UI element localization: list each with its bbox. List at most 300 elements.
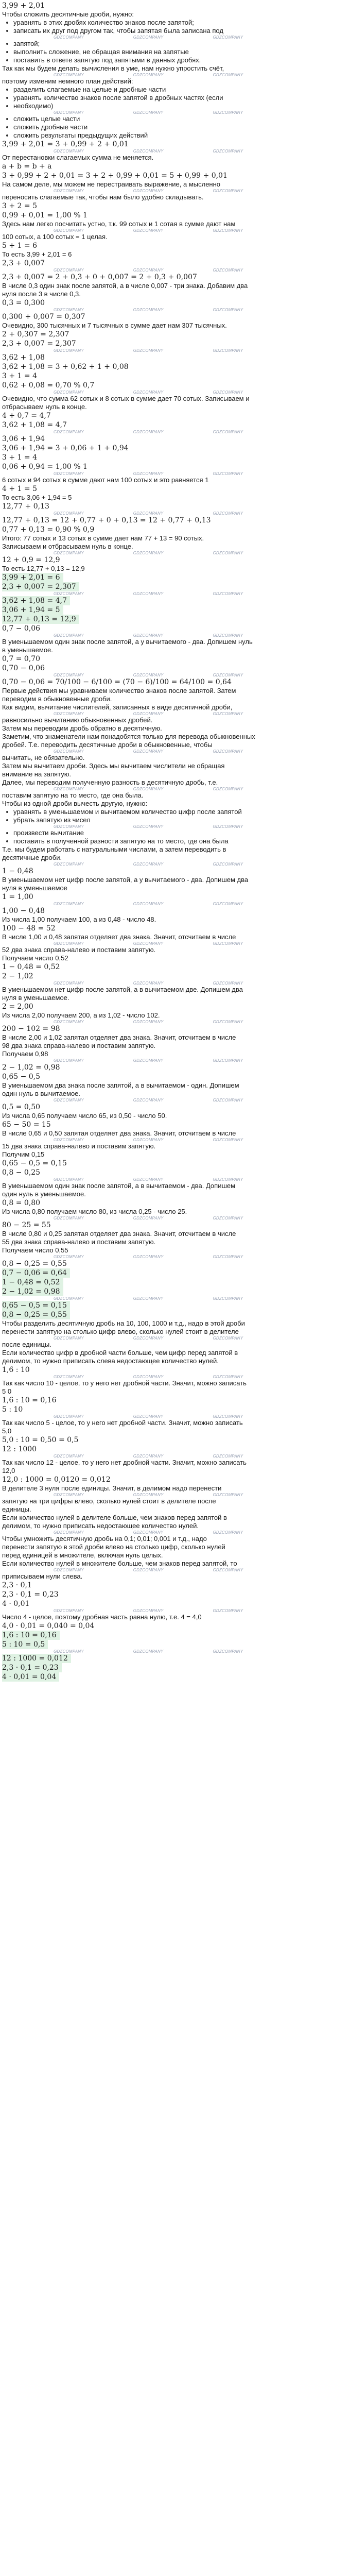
- watermark-text: GDZCOMPANY: [213, 941, 243, 946]
- answer-line: [2, 1631, 350, 1640]
- watermark-row: [2, 1058, 350, 1063]
- text-line: переводим в обыкновенные дроби.: [2, 695, 112, 703]
- text-line: Так как мы будем делать вычисления в уме, нам нужно упростить счёт,: [2, 64, 224, 72]
- text-line: поэтому изменим немного план действий:: [2, 77, 133, 85]
- watermark-row: [2, 471, 350, 476]
- text-line: нуля после 3 в числе 0,3.: [2, 290, 81, 298]
- text-line: Далее, мы переводим полученную разность в десятичную дробь, т.е.: [2, 778, 218, 786]
- answer-line: [2, 1278, 350, 1287]
- bullet-continuation: необходимо): [2, 102, 350, 110]
- bullet-item: поставить в ответе запятую под запятыми в данных дробях.: [2, 56, 350, 64]
- text-line: 55 два знака справа-налево и поставим запятую.: [2, 1238, 156, 1246]
- watermark-text: GDZCOMPANY: [133, 1493, 164, 1497]
- watermark-text: GDZCOMPANY: [213, 228, 243, 233]
- math-line: 3,06 + 1,94 = 3 + 0,06 + 1 + 0,94: [2, 444, 129, 452]
- watermark-text: GDZCOMPANY: [213, 824, 243, 829]
- text-line: Затем мы вычитаем дроби. Здесь мы вычитаем числители не обращая: [2, 762, 225, 770]
- answer-highlight: 0,65 − 0,5 = 0,15: [2, 1301, 70, 1310]
- watermark-text: GDZCOMPANY: [133, 1375, 164, 1379]
- watermark-text: GDZCOMPANY: [54, 591, 84, 596]
- watermark-text: GDZCOMPANY: [133, 1020, 164, 1024]
- text-line: То есть 3,99 + 2,01 = 6: [2, 250, 72, 258]
- watermark-text: GDZCOMPANY: [213, 591, 243, 596]
- watermark-row: [2, 73, 350, 77]
- bullet-item: сложить результаты предыдущих действий: [2, 131, 350, 140]
- math-line: 3 + 1 = 4: [2, 453, 37, 462]
- watermark-row: [2, 1454, 350, 1459]
- watermark-text: GDZCOMPANY: [133, 749, 164, 754]
- answer-highlight: 3,62 + 1,08 = 4,7: [2, 596, 70, 605]
- watermark-text: GDZCOMPANY: [133, 787, 164, 791]
- watermark-text: GDZCOMPANY: [213, 471, 243, 476]
- math-line: 0,70 − 0,06 = 70/100 − 6/100 = (70 − 6)/100 = 64/100 = 0,64: [2, 678, 232, 686]
- text-line: Чтобы сложить десятичные дроби, нужно:: [2, 10, 134, 18]
- math-line: 1 − 0,48: [2, 867, 33, 875]
- watermark-text: GDZCOMPANY: [133, 1530, 164, 1535]
- watermark-text: GDZCOMPANY: [213, 711, 243, 716]
- watermark-text: GDZCOMPANY: [213, 1216, 243, 1221]
- watermark-row: [2, 390, 350, 395]
- text-line: Получаем число 0,55: [2, 1246, 68, 1254]
- watermark-row: [2, 1375, 350, 1379]
- watermark-text: GDZCOMPANY: [54, 1493, 84, 1497]
- bullet-item: выполнить сложение, не обращая внимания на запятые: [2, 48, 350, 56]
- math-line: 2,3 · 0,1 = 0,23: [2, 1590, 59, 1599]
- answer-highlight: 5 : 10 = 0,5: [2, 1640, 48, 1649]
- text-line: Записываем и отбрасываем нуль в конце.: [2, 543, 133, 550]
- watermark-text: GDZCOMPANY: [54, 73, 84, 77]
- watermark-text: GDZCOMPANY: [213, 268, 243, 273]
- math-line: 1 = 1,00: [2, 893, 33, 901]
- text-line: Так как число 12 - целое, то у него нет дробной части. Значит, можно записать: [2, 1459, 247, 1466]
- math-line: 100 − 48 = 52: [2, 924, 56, 933]
- watermark-text: GDZCOMPANY: [54, 862, 84, 867]
- watermark-text: GDZCOMPANY: [54, 1098, 84, 1103]
- watermark-text: GDZCOMPANY: [133, 902, 164, 906]
- watermark-text: GDZCOMPANY: [54, 1608, 84, 1613]
- watermark-text: GDZCOMPANY: [54, 308, 84, 312]
- math-line: 3 + 2 = 5: [2, 202, 37, 210]
- text-line: 5,0: [2, 1427, 12, 1435]
- bullet-continuation: запятой;: [2, 40, 350, 48]
- answer-line: [2, 1268, 350, 1278]
- math-line: 0,65 − 0,5 = 0,15: [2, 1159, 67, 1167]
- watermark-text: GDZCOMPANY: [133, 824, 164, 829]
- text-line: нуля в уменьшаемое: [2, 884, 67, 892]
- answer-line: [2, 1654, 350, 1663]
- watermark-text: GDZCOMPANY: [54, 1216, 84, 1221]
- math-line: 1,6 : 10: [2, 1366, 30, 1374]
- watermark-row: [2, 1414, 350, 1419]
- text-line: В числе 0,3 один знак после запятой, а в числе 0,007 - три знака. Добавим два: [2, 282, 248, 290]
- text-line: Из числа 0,65 получаем число 65, из 0,50 - число 50.: [2, 1112, 167, 1120]
- watermark-row: [2, 551, 350, 555]
- text-line: Итого: 77 сотых и 13 сотых в сумме дает нам 77 + 13 = 90 сотых.: [2, 534, 204, 542]
- text-line: делимом, то нужно приписать слева недостающее количество нулей.: [2, 1357, 219, 1365]
- math-line: 0,8 = 0,80: [2, 1199, 41, 1207]
- text-line: В числе 1,00 и 0,48 запятая отделяет два знака. Значит, отсчитаем в числе: [2, 933, 236, 941]
- text-line: поставим запятую на то место, где она была.: [2, 791, 144, 799]
- watermark-row: [2, 1608, 350, 1613]
- math-line: 2,3 · 0,1: [2, 1581, 32, 1589]
- math-line: 12 : 1000: [2, 1445, 37, 1453]
- watermark-text: GDZCOMPANY: [54, 430, 84, 434]
- math-line: 3,99 + 2,01 = 3 + 0,99 + 2 + 0,01: [2, 140, 129, 148]
- text-line: 98 два знака справа-налево и поставим запятую.: [2, 1042, 156, 1049]
- watermark-text: GDZCOMPANY: [133, 390, 164, 395]
- text-line: Т.е. мы будем работать с натуральными числами, а затем переводить в: [2, 845, 226, 853]
- watermark-text: GDZCOMPANY: [54, 390, 84, 395]
- watermark-text: GDZCOMPANY: [213, 1177, 243, 1182]
- watermark-row: [2, 711, 350, 716]
- bullet-item: поставить в полученной разности запятую на то место, где она была: [2, 837, 350, 845]
- bullet-item: произвести вычитание: [2, 829, 350, 837]
- watermark-text: GDZCOMPANY: [213, 1414, 243, 1419]
- math-line: 2 − 1,02: [2, 972, 33, 980]
- watermark-row: [2, 35, 350, 40]
- watermark-row: [2, 591, 350, 596]
- text-line: Так как число 5 - целое, то у него нет дробной части. Значит, можно записать: [2, 1419, 243, 1427]
- watermark-text: GDZCOMPANY: [54, 1138, 84, 1142]
- answer-line: [2, 582, 350, 591]
- text-line: Очевидно, 300 тысячных и 7 тысячных в сумме дает нам 307 тысячных.: [2, 321, 227, 329]
- watermark-text: GDZCOMPANY: [54, 711, 84, 716]
- watermark-text: GDZCOMPANY: [133, 1454, 164, 1459]
- watermark-text: GDZCOMPANY: [133, 941, 164, 946]
- math-line: 4,0 · 0,01 = 0,040 = 0,04: [2, 1622, 95, 1630]
- text-line: Заметим, что знаменатели нам понадобятся только для перевода обыкновенных: [2, 733, 255, 740]
- text-line: То есть 3,06 + 1,94 = 5: [2, 494, 72, 501]
- watermark-row: [2, 1530, 350, 1535]
- text-line: перенести запятую в этой дроби влево на столько цифр, сколько нулей: [2, 1543, 225, 1551]
- watermark-row: [2, 862, 350, 867]
- math-line: 0,62 + 0,08 = 0,70 % 0,7: [2, 381, 95, 389]
- bullet-item: уравнять в уменьшаемом и вычитаемом количество цифр после запятой: [2, 808, 350, 816]
- answer-line: [2, 1672, 350, 1682]
- watermark-text: GDZCOMPANY: [54, 348, 84, 353]
- text-line: Получаем число 0,52: [2, 954, 68, 962]
- text-line: равносильно вычитанию обыкновенных дробей.: [2, 716, 153, 724]
- watermark-text: GDZCOMPANY: [133, 348, 164, 353]
- answer-highlight: 4 · 0,01 = 0,04: [2, 1672, 59, 1682]
- math-line: 3 + 0,99 + 2 + 0,01 = 3 + 2 + 0,99 + 0,01 = 5 + 0,99 + 0,01: [2, 172, 227, 180]
- watermark-row: [2, 749, 350, 754]
- watermark-text: GDZCOMPANY: [213, 1058, 243, 1063]
- math-line: 3,99 + 2,01: [2, 2, 45, 10]
- watermark-text: GDZCOMPANY: [133, 673, 164, 677]
- watermark-text: GDZCOMPANY: [54, 268, 84, 273]
- watermark-text: GDZCOMPANY: [54, 1530, 84, 1535]
- watermark-text: GDZCOMPANY: [54, 633, 84, 638]
- answer-highlight: 0,8 − 0,25 = 0,55: [2, 1310, 70, 1319]
- text-line: Затем мы переводим дробь обратно в десятичную.: [2, 724, 162, 732]
- watermark-text: GDZCOMPANY: [213, 787, 243, 791]
- watermark-text: GDZCOMPANY: [54, 749, 84, 754]
- watermark-text: GDZCOMPANY: [133, 228, 164, 233]
- watermark-text: GDZCOMPANY: [213, 1375, 243, 1379]
- answer-line: [2, 615, 350, 624]
- text-line: 15 два знака справа-налево и поставим запятую.: [2, 1142, 156, 1150]
- text-line: делимом, то нужно приписать недостающее количество нулей.: [2, 1522, 199, 1530]
- watermark-text: GDZCOMPANY: [213, 149, 243, 154]
- watermark-text: GDZCOMPANY: [133, 430, 164, 434]
- watermark-text: GDZCOMPANY: [213, 1138, 243, 1142]
- watermark-text: GDZCOMPANY: [54, 110, 84, 115]
- math-line: 0,99 + 0,01 = 1,00 % 1: [2, 211, 87, 219]
- answer-highlight: 1,6 : 10 = 0,16: [2, 1631, 60, 1640]
- watermark-text: GDZCOMPANY: [213, 1493, 243, 1497]
- answer-highlight: 2 − 1,02 = 0,98: [2, 1287, 63, 1296]
- text-line: 52 два знака справа-налево и поставим запятую.: [2, 946, 156, 954]
- watermark-text: GDZCOMPANY: [54, 981, 84, 986]
- watermark-text: GDZCOMPANY: [54, 1177, 84, 1182]
- math-line: 12,0 : 1000 = 0,0120 = 0,012: [2, 1476, 111, 1484]
- watermark-row: [2, 149, 350, 154]
- text-line: Из числа 1,00 получаем 100, а из 0,48 - число 48.: [2, 916, 156, 923]
- watermark-text: GDZCOMPANY: [213, 673, 243, 677]
- math-line: 0,7 − 0,06: [2, 624, 41, 633]
- watermark-text: GDZCOMPANY: [54, 673, 84, 677]
- watermark-text: GDZCOMPANY: [54, 228, 84, 233]
- watermark-text: GDZCOMPANY: [133, 1216, 164, 1221]
- watermark-text: GDZCOMPANY: [133, 471, 164, 476]
- answer-line: [2, 1640, 350, 1649]
- watermark-text: GDZCOMPANY: [54, 1020, 84, 1024]
- text-line: 100 сотых, а 100 сотых = 1 целая.: [2, 233, 108, 241]
- watermark-text: GDZCOMPANY: [133, 110, 164, 115]
- text-line: один нуль в вычитаемое.: [2, 1090, 81, 1097]
- watermark-text: GDZCOMPANY: [133, 73, 164, 77]
- watermark-text: GDZCOMPANY: [133, 981, 164, 986]
- answer-highlight: 1 − 0,48 = 0,52: [2, 1278, 63, 1287]
- text-line: приписываем нули слева.: [2, 1572, 83, 1580]
- math-line: 0,8 − 0,25 = 0,55: [2, 1260, 67, 1268]
- math-line: 12 + 0,9 = 12,9: [2, 556, 60, 564]
- answer-highlight: 2,3 · 0,1 = 0,23: [2, 1663, 62, 1672]
- text-line: В числе 2,00 и 1,02 запятая отделяет два знака. Значит, отсчитаем в числе: [2, 1033, 236, 1041]
- watermark-text: GDZCOMPANY: [133, 551, 164, 555]
- watermark-text: GDZCOMPANY: [133, 1414, 164, 1419]
- text-line: Если количество нулей в множителе больше, чем знаков перед запятой, то: [2, 1560, 237, 1567]
- watermark-text: GDZCOMPANY: [213, 551, 243, 555]
- watermark-text: GDZCOMPANY: [213, 189, 243, 193]
- answer-highlight: 2,3 + 0,007 = 2,307: [2, 582, 79, 591]
- answer-highlight: 3,06 + 1,94 = 5: [2, 605, 63, 615]
- watermark-row: [2, 1336, 350, 1341]
- watermark-row: [2, 824, 350, 829]
- watermark-text: GDZCOMPANY: [133, 1058, 164, 1063]
- math-line: 12,77 + 0,13: [2, 502, 49, 511]
- watermark-row: [2, 673, 350, 677]
- watermark-text: GDZCOMPANY: [213, 430, 243, 434]
- watermark-text: GDZCOMPANY: [213, 1255, 243, 1259]
- text-line: десятичные дроби.: [2, 854, 62, 861]
- math-line: 65 − 50 = 15: [2, 1121, 51, 1129]
- text-line: 6 сотых и 94 сотых в сумме дают нам 100 сотых и это равняется 1: [2, 476, 209, 484]
- math-line: 1 − 0,48 = 0,52: [2, 963, 60, 971]
- watermark-row: [2, 1649, 350, 1654]
- watermark-row: [2, 268, 350, 273]
- bullet-item: записать их друг под другом так, чтобы запятая была записана под: [2, 27, 350, 35]
- bullet-item: сложить целые части: [2, 115, 350, 123]
- math-line: 2,3 + 0,007: [2, 259, 45, 267]
- math-line: 4 · 0,01: [2, 1600, 30, 1608]
- text-line: На самом деле, мы можем не перестраивать выражение, а мысленно: [2, 180, 221, 188]
- watermark-row: [2, 787, 350, 791]
- watermark-text: GDZCOMPANY: [213, 749, 243, 754]
- text-line: Первые действия мы уравниваем количество знаков после запятой. Затем: [2, 687, 236, 694]
- math-line: 0,7 = 0,70: [2, 655, 41, 663]
- math-line: 5 + 1 = 6: [2, 242, 37, 250]
- text-line: переносить слагаемые так, чтобы нам было удобно складывать.: [2, 193, 204, 201]
- watermark-text: GDZCOMPANY: [213, 348, 243, 353]
- watermark-text: GDZCOMPANY: [133, 189, 164, 193]
- math-line: 2 + 0,307 = 2,307: [2, 330, 69, 338]
- watermark-text: GDZCOMPANY: [133, 1255, 164, 1259]
- watermark-text: GDZCOMPANY: [54, 1454, 84, 1459]
- text-line: перенести запятую на столько цифр влево, сколько нулей стоит в делителе: [2, 1328, 239, 1335]
- text-line: вычитать, не обязательно.: [2, 754, 85, 761]
- math-line: 0,300 + 0,007 = 0,307: [2, 313, 85, 321]
- watermark-text: GDZCOMPANY: [213, 1608, 243, 1613]
- answer-line: [2, 1663, 350, 1672]
- bullet-item: сложить дробные части: [2, 123, 350, 131]
- math-line: 80 − 25 = 55: [2, 1221, 51, 1229]
- math-line: 0,8 − 0,25: [2, 1168, 41, 1177]
- math-line: 200 − 102 = 98: [2, 1025, 60, 1033]
- watermark-row: [2, 308, 350, 312]
- watermark-text: GDZCOMPANY: [54, 1296, 84, 1301]
- watermark-text: GDZCOMPANY: [54, 1414, 84, 1419]
- math-line: a + b = b + a: [2, 162, 52, 171]
- watermark-text: GDZCOMPANY: [213, 511, 243, 516]
- watermark-text: GDZCOMPANY: [213, 390, 243, 395]
- text-line: Число 4 - целое, поэтому дробная часть равна нулю, т.е. 4 = 4,0: [2, 1613, 202, 1621]
- text-line: Получаем 0,98: [2, 1050, 48, 1058]
- text-line: Из числа 0,80 получаем число 80, из числа 0,25 - число 25.: [2, 1208, 187, 1215]
- watermark-text: GDZCOMPANY: [213, 1098, 243, 1103]
- watermark-text: GDZCOMPANY: [54, 1568, 84, 1572]
- watermark-text: GDZCOMPANY: [213, 1020, 243, 1024]
- watermark-text: GDZCOMPANY: [133, 149, 164, 154]
- watermark-row: [2, 1138, 350, 1142]
- watermark-text: GDZCOMPANY: [213, 633, 243, 638]
- watermark-row: [2, 1020, 350, 1024]
- watermark-row: [2, 1255, 350, 1259]
- watermark-row: [2, 1493, 350, 1497]
- watermark-text: GDZCOMPANY: [133, 1649, 164, 1654]
- watermark-text: GDZCOMPANY: [54, 1375, 84, 1379]
- text-line: Из числа 2,00 получаем 200, а из 1,02 - число 102.: [2, 1011, 160, 1019]
- watermark-text: GDZCOMPANY: [54, 551, 84, 555]
- watermark-text: GDZCOMPANY: [213, 1454, 243, 1459]
- math-line: 2 − 1,02 = 0,98: [2, 1063, 60, 1072]
- watermark-text: GDZCOMPANY: [133, 711, 164, 716]
- math-line: 0,3 = 0,300: [2, 299, 45, 307]
- watermark-text: GDZCOMPANY: [54, 824, 84, 829]
- watermark-text: GDZCOMPANY: [133, 308, 164, 312]
- text-line: Так как число 10 - целое, то у него нет дробной части. Значит, можно записать: [2, 1379, 247, 1387]
- watermark-text: GDZCOMPANY: [133, 511, 164, 516]
- text-line: Очевидно, что сумма 62 сотых и 8 сотых в сумме дает 70 сотых. Записываем и: [2, 395, 250, 402]
- answer-line: [2, 1287, 350, 1296]
- math-line: 3 + 1 = 4: [2, 372, 37, 380]
- math-line: 4 + 0,7 = 4,7: [2, 412, 51, 420]
- watermark-row: [2, 189, 350, 193]
- watermark-text: GDZCOMPANY: [213, 862, 243, 867]
- text-line: В уменьшаемом один знак после запятой, а у вычитаемого - два. Допишем нуль: [2, 638, 253, 646]
- bullet-item: разделить слагаемые на целые и дробные части: [2, 86, 350, 94]
- math-line: 3,62 + 1,08 = 4,7: [2, 421, 67, 429]
- text-line: 12,0: [2, 1467, 15, 1475]
- text-line: В уменьшаемом нет цифр после запятой, а у вычитаемого - два. Допишем два: [2, 876, 249, 884]
- watermark-text: GDZCOMPANY: [133, 1177, 164, 1182]
- watermark-text: GDZCOMPANY: [213, 110, 243, 115]
- watermark-text: GDZCOMPANY: [213, 1296, 243, 1301]
- watermark-row: [2, 1296, 350, 1301]
- answer-line: [2, 596, 350, 605]
- text-line: один нуль в уменьшаемое.: [2, 1190, 86, 1198]
- text-line: внимание на запятую.: [2, 770, 72, 778]
- text-line: перед единицей в множителе, включая нуль целых.: [2, 1551, 163, 1559]
- text-line: В числе 0,80 и 0,25 запятая отделяет два знака. Значит, отсчитаем в числе: [2, 1230, 236, 1238]
- text-line: дробей. Т.е. переводить десятичные дроби в обыкновенные, чтобы: [2, 741, 213, 749]
- watermark-text: GDZCOMPANY: [133, 1608, 164, 1613]
- text-line: В числе 0,65 и 0,50 запятая отделяет два знака. Значит, отсчитаем в числе: [2, 1129, 236, 1137]
- math-line: 3,62 + 1,08 = 3 + 0,62 + 1 + 0,08: [2, 363, 129, 371]
- watermark-text: GDZCOMPANY: [54, 149, 84, 154]
- bullet-item: убрать запятую из чисел: [2, 816, 350, 824]
- text-line: Здесь нам легко посчитать устно, т.к. 99 сотых и 1 сотая в сумме дают нам: [2, 220, 236, 228]
- watermark-row: [2, 1177, 350, 1182]
- math-line: 0,65 − 0,5: [2, 1073, 41, 1081]
- math-line: 0,5 = 0,50: [2, 1103, 41, 1111]
- text-line: От перестановки слагаемых сумма не меняется.: [2, 154, 154, 161]
- watermark-text: GDZCOMPANY: [133, 35, 164, 40]
- text-line: Если количество цифр в дробной части больше, чем цифр перед запятой в: [2, 1349, 238, 1357]
- watermark-text: GDZCOMPANY: [54, 902, 84, 906]
- watermark-text: GDZCOMPANY: [133, 1568, 164, 1572]
- answer-highlight: 12,77 + 0,13 = 12,9: [2, 615, 79, 624]
- watermark-row: [2, 1098, 350, 1103]
- watermark-text: GDZCOMPANY: [213, 308, 243, 312]
- watermark-text: GDZCOMPANY: [54, 189, 84, 193]
- watermark-row: [2, 1216, 350, 1221]
- text-line: отбрасываем нуль в конце.: [2, 403, 87, 411]
- text-line: нуля в уменьшаемое.: [2, 994, 69, 1002]
- math-line: 1,6 : 10 = 0,16: [2, 1396, 57, 1404]
- watermark-text: GDZCOMPANY: [133, 1138, 164, 1142]
- math-line: 5,0 : 10 = 0,50 = 0,5: [2, 1436, 79, 1444]
- math-line: 0,70 − 0,06: [2, 664, 45, 672]
- text-line: То есть 12,77 + 0,13 = 12,9: [2, 565, 85, 572]
- watermark-text: GDZCOMPANY: [213, 35, 243, 40]
- math-line: 4 + 1 = 5: [2, 485, 37, 493]
- math-line: 5 : 10: [2, 1405, 23, 1414]
- watermark-text: GDZCOMPANY: [213, 1568, 243, 1572]
- watermark-text: GDZCOMPANY: [54, 1336, 84, 1341]
- watermark-text: GDZCOMPANY: [133, 862, 164, 867]
- math-line: 3,62 + 1,08: [2, 353, 45, 362]
- answer-line: [2, 1301, 350, 1310]
- watermark-text: GDZCOMPANY: [213, 1649, 243, 1654]
- watermark-row: [2, 633, 350, 638]
- text-line: Получим 0,15: [2, 1150, 45, 1158]
- watermark-text: GDZCOMPANY: [213, 981, 243, 986]
- text-line: В делителе 3 нуля после единицы. Значит, в делимом надо перенести: [2, 1484, 222, 1492]
- watermark-row: [2, 941, 350, 946]
- text-line: Чтобы из одной дроби вычесть другую, нужно:: [2, 800, 148, 807]
